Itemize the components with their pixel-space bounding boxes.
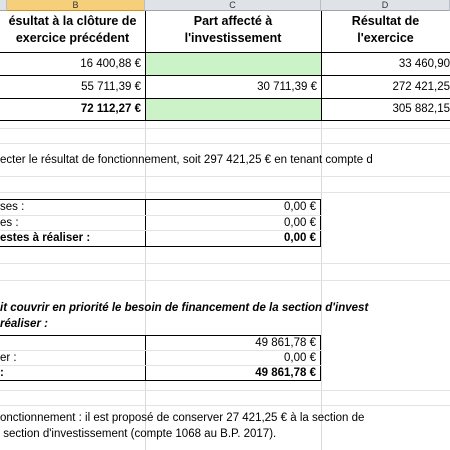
table-border (0, 199, 321, 200)
table-border (0, 75, 450, 76)
header-line: l'investissement (184, 31, 282, 45)
gridline (0, 143, 450, 144)
cell-d-row1[interactable]: 33 460,90 (398, 58, 450, 70)
financing-text-line2: réaliser : (0, 318, 48, 330)
cell-b-row1[interactable]: 16 400,88 € (80, 58, 141, 70)
footer-text-line1: onctionnement : il est proposé de conserver 27 421,25 € à la section de (0, 412, 365, 424)
gridline (0, 350, 321, 351)
block2-label-1: ses : (0, 201, 25, 213)
column-header-b[interactable]: B (7, 0, 145, 11)
block2-label-3: estes à réaliser : (0, 232, 91, 244)
header-line: Résultat de (351, 14, 420, 28)
result-text-line: ecter le résultat de fonctionnement, soit 297 421,25 € en tenant compte d (0, 154, 373, 166)
table-border (0, 380, 321, 381)
block2-value-2[interactable]: 0,00 € (284, 217, 316, 229)
header-result-previous[interactable] (0, 13, 145, 47)
cell-b-row3[interactable]: 72 112,27 € (80, 103, 141, 115)
block3-label-3: : (0, 367, 4, 379)
header-part-investment[interactable] (145, 13, 321, 47)
header-line: Part affecté à (193, 14, 273, 28)
gridline (0, 263, 450, 264)
green-cell[interactable] (146, 53, 321, 75)
table-border (0, 335, 321, 336)
gridline (0, 128, 450, 129)
cell-c-row2[interactable]: 30 711,39 € (257, 81, 317, 93)
gridline (0, 280, 450, 281)
cell-d-row3[interactable]: 305 882,15 (392, 103, 450, 115)
table-border (0, 246, 321, 247)
cell-d-row2[interactable]: 272 421,25 (392, 81, 450, 93)
footer-text-line2: section d'investissement (compte 1068 au B.P. 2017). (0, 428, 277, 440)
block2-value-1[interactable]: 0,00 € (284, 201, 316, 213)
gridline (0, 192, 450, 193)
block2-value-3[interactable]: 0,00 € (284, 232, 316, 244)
gridline (0, 230, 321, 231)
header-line: exercice précédent (15, 31, 130, 45)
block3-value-3[interactable]: 49 861,78 € (255, 367, 316, 379)
gridline (0, 365, 321, 366)
block3-value-2[interactable]: 0,00 € (284, 352, 316, 364)
table-border (0, 120, 450, 121)
financing-text-line1: it couvrir en priorité le besoin de financement de la section d'invest (0, 302, 369, 314)
column-header-a[interactable] (0, 0, 7, 11)
header-result-year[interactable] (321, 13, 450, 47)
gridline (0, 390, 450, 391)
column-header-c[interactable]: C (145, 0, 321, 11)
gridline (0, 215, 321, 216)
block3-label-2: er : (0, 352, 17, 364)
block2-label-2: es : (0, 217, 19, 229)
cell-b-row2[interactable]: 55 711,39 € (81, 81, 141, 93)
gridline (0, 405, 450, 406)
gridline (0, 176, 450, 177)
table-border (320, 199, 321, 247)
column-header-d[interactable]: D (321, 0, 450, 11)
table-border (320, 335, 321, 381)
block3-value-1[interactable]: 49 861,78 € (255, 337, 316, 349)
green-cell[interactable] (146, 99, 321, 120)
header-line: ésultat à la clôture de (8, 14, 137, 28)
header-line: l'exercice (357, 31, 414, 45)
